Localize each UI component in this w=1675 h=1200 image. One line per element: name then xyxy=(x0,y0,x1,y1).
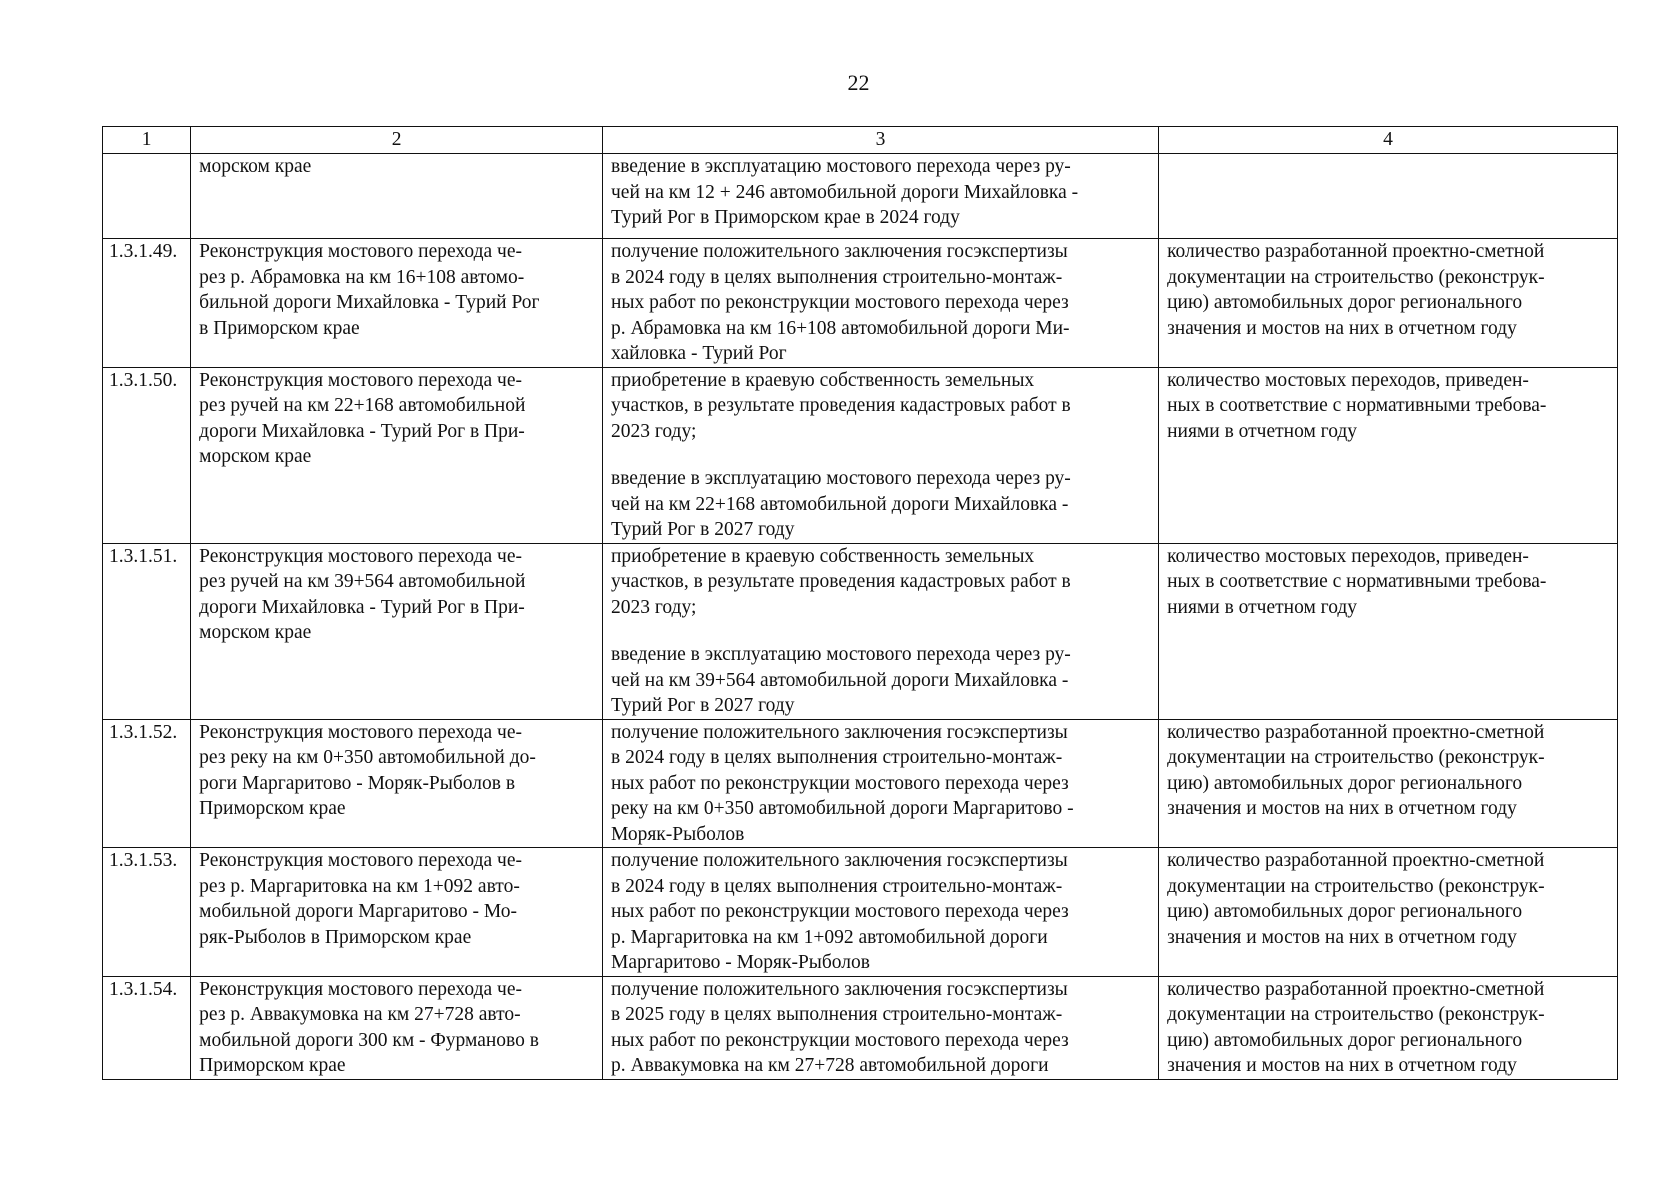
indicator-cell xyxy=(1159,976,1618,1079)
expected-result-cell xyxy=(602,719,1158,848)
table-body xyxy=(103,154,1618,1080)
measure-name-cell xyxy=(191,239,603,368)
indicator-cell xyxy=(1159,154,1618,239)
indicator-cell xyxy=(1159,543,1618,719)
expected-result-cell xyxy=(602,976,1158,1079)
measure-name-text: Реконструкция мостового перехода че- рез ручей на км 22+168 автомобильной дороги Михайловка - Турий Рог в При- морском крае xyxy=(199,369,526,467)
measure-name-text: Реконструкция мостового перехода че- рез р. Маргаритовка на км 1+092 авто- мобильной дороги Маргаритово - Мо- ряк-Рыболов в Приморском крае xyxy=(199,850,522,948)
item-number-cell: 1.3.1.53. xyxy=(103,848,191,977)
item-number-cell xyxy=(103,154,191,239)
expected-result-cell xyxy=(602,543,1158,719)
expected-result-cell xyxy=(602,367,1158,543)
indicator-text: количество разработанной проектно-сметной документации на строительство (реконструк- цию) автомобильных дорог регионального значения и мостов на них в отчетном году xyxy=(1167,850,1545,948)
indicator-text: количество разработанной проектно-сметной документации на строительство (реконструк- цию) автомобильных дорог регионального значения и мостов на них в отчетном году xyxy=(1167,721,1545,819)
measure-name-text: Реконструкция мостового перехода че- рез ручей на км 39+564 автомобильной дороги Михайловка - Турий Рог в При- морском крае xyxy=(199,545,526,643)
table-row xyxy=(103,543,1618,719)
measure-name-text: морском крае xyxy=(199,156,312,177)
table-row xyxy=(103,719,1618,848)
indicator-text: количество разработанной проектно-сметной документации на строительство (реконструк- цию) автомобильных дорог регионального значения и мостов на них в отчетном году xyxy=(1167,241,1545,339)
indicator-text: количество мостовых переходов, приведен- ных в соответствие с нормативными требова- ниями в отчетном году xyxy=(1167,369,1547,442)
expected-result-paragraph: получение положительного заключения госэкспертизы в 2024 году в целях выполнения строительно-монтаж- ных работ по реконструкции мостового перехода через р. Абрамовка на км 16+108 автомобильной дороги Ми- хайловка - Турий Рог xyxy=(610,241,1070,364)
expected-result-paragraph: получение положительного заключения госэкспертизы в 2024 году в целях выполнения строительно-монтаж- ных работ по реконструкции мостового перехода через р. Маргаритовка на км 1+092 автомобильной дороги Маргаритово - Моряк-Рыболов xyxy=(610,850,1069,973)
measure-name-cell xyxy=(191,154,603,239)
column-number-4: 4 xyxy=(1159,127,1618,154)
expected-result-paragraph: получение положительного заключения госэкспертизы в 2025 году в целях выполнения строительно-монтаж- ных работ по реконструкции мостового перехода через р. Аввакумовка на км 27+728 автомобильной дороги xyxy=(610,978,1069,1076)
expected-result-cell xyxy=(602,239,1158,368)
expected-result-paragraph: введение в эксплуатацию мостового перехода через ру- чей на км 39+564 автомобильной дороги Михайловка - Турий Рог в 2027 году xyxy=(610,644,1071,716)
measure-name-text: Реконструкция мостового перехода че- рез р. Абрамовка на км 16+108 автомо- бильной дороги Михайловка - Турий Рог в Приморском крае xyxy=(199,241,540,339)
measure-name-cell xyxy=(191,367,603,543)
column-number-3: 3 xyxy=(602,127,1158,154)
indicator-cell xyxy=(1159,719,1618,848)
indicator-cell xyxy=(1159,239,1618,368)
expected-result-paragraph: введение в эксплуатацию мостового перехода через ру- чей на км 22+168 автомобильной дороги Михайловка - Турий Рог в 2027 году xyxy=(610,468,1071,540)
table-row xyxy=(103,154,1618,239)
measure-name-cell xyxy=(191,543,603,719)
expected-result-paragraph: введение в эксплуатацию мостового перехода через ру- чей на км 12 + 246 автомобильной дороги Михайловка - Турий Рог в Приморском крае в 2024 году xyxy=(610,156,1079,228)
table-row xyxy=(103,367,1618,543)
indicator-cell xyxy=(1159,848,1618,977)
measures-table xyxy=(102,126,1618,1080)
expected-result-paragraph: приобретение в краевую собственность земельных участков, в результате проведения кадастровых работ в 2023 году; xyxy=(610,369,1071,442)
measure-name-cell xyxy=(191,719,603,848)
item-number-cell: 1.3.1.49. xyxy=(103,239,191,368)
column-number-1: 1 xyxy=(103,127,191,154)
table-row xyxy=(103,848,1618,977)
column-number-row xyxy=(103,127,1618,154)
expected-result-cell xyxy=(602,154,1158,239)
indicator-text: количество разработанной проектно-сметной документации на строительство (реконструк- цию) автомобильных дорог регионального значения и мостов на них в отчетном году xyxy=(1167,978,1545,1076)
item-number-cell: 1.3.1.52. xyxy=(103,719,191,848)
measure-name-text: Реконструкция мостового перехода че- рез реку на км 0+350 автомобильной до- роги Маргаритово - Моряк-Рыболов в Приморском крае xyxy=(199,721,536,819)
measure-name-cell xyxy=(191,976,603,1079)
measure-name-text: Реконструкция мостового перехода че- рез р. Аввакумовка на км 27+728 авто- мобильной дороги 300 км - Фурманово в Приморском крае xyxy=(199,978,539,1076)
indicator-text: количество мостовых переходов, приведен- ных в соответствие с нормативными требова- ниями в отчетном году xyxy=(1167,545,1547,618)
item-number-cell: 1.3.1.54. xyxy=(103,976,191,1079)
measure-name-cell xyxy=(191,848,603,977)
expected-result-paragraph: получение положительного заключения госэкспертизы в 2024 году в целях выполнения строительно-монтаж- ных работ по реконструкции мостового перехода через реку на км 0+350 автомобильной дороги Маргаритово - Моряк-Рыболов xyxy=(610,721,1074,845)
table-row xyxy=(103,239,1618,368)
item-number-cell: 1.3.1.51. xyxy=(103,543,191,719)
expected-result-paragraph: приобретение в краевую собственность земельных участков, в результате проведения кадастровых работ в 2023 году; xyxy=(610,545,1071,618)
table-row xyxy=(103,976,1618,1079)
expected-result-cell xyxy=(602,848,1158,977)
indicator-cell xyxy=(1159,367,1618,543)
item-number-cell: 1.3.1.50. xyxy=(103,367,191,543)
column-number-2: 2 xyxy=(191,127,603,154)
page-number: 22 xyxy=(847,70,870,95)
